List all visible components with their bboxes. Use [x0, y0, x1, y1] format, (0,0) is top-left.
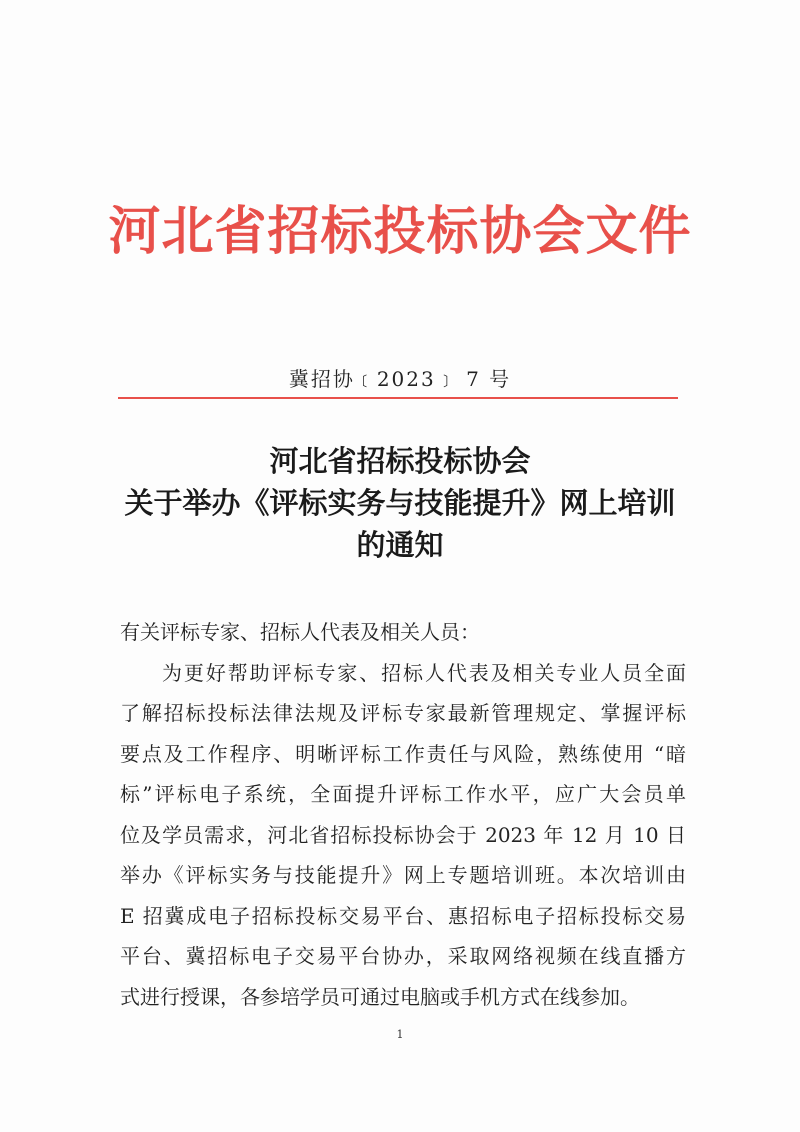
paragraph-line: E 招冀成电子招标投标交易平台、惠招标电子招标投标交易: [120, 903, 686, 928]
notice-title-line: 的通知: [356, 528, 444, 562]
paragraph-line: 标”评标电子系统，全面提升评标工作水平，应广大会员单: [120, 782, 686, 806]
paragraph-line: 举办《评标实务与技能提升》网上专题培训班。本次培训由: [120, 863, 686, 887]
red-separator-line: [118, 397, 678, 399]
notice-title-line: 河北省招标投标协会: [269, 444, 531, 478]
salutation: 有关评标专家、招标人代表及相关人员：: [120, 620, 480, 644]
org-file-title: 河北省招标投标协会文件: [108, 201, 692, 262]
paragraph-line: 式进行授课，各参培学员可通过电脑或手机方式在线参加。: [120, 984, 640, 1009]
paragraph-line: 要点及工作程序、明晰评标工作责任与风险，熟练使用 “暗: [120, 741, 686, 766]
paragraph-line: 平台、冀招标电子交易平台协办，采取网络视频在线直播方: [120, 944, 686, 968]
document-number: 冀招协﹝2023﹞ 7 号: [288, 367, 512, 391]
paragraph-line: 了解招标投标法律法规及评标专家最新管理规定、掌握评标: [120, 701, 686, 725]
paragraph-line: 位及学员需求，河北省招标投标协会于 2023 年 12 月 10 日: [120, 822, 686, 847]
paragraph-line: 为更好帮助评标专家、招标人代表及相关专业人员全面: [162, 660, 686, 685]
notice-body: [120, 612, 686, 1017]
notice-title-line: 关于举办《评标实务与技能提升》网上培训: [124, 486, 676, 520]
notice-title: [0, 440, 800, 566]
page-number: 1: [396, 1028, 404, 1041]
